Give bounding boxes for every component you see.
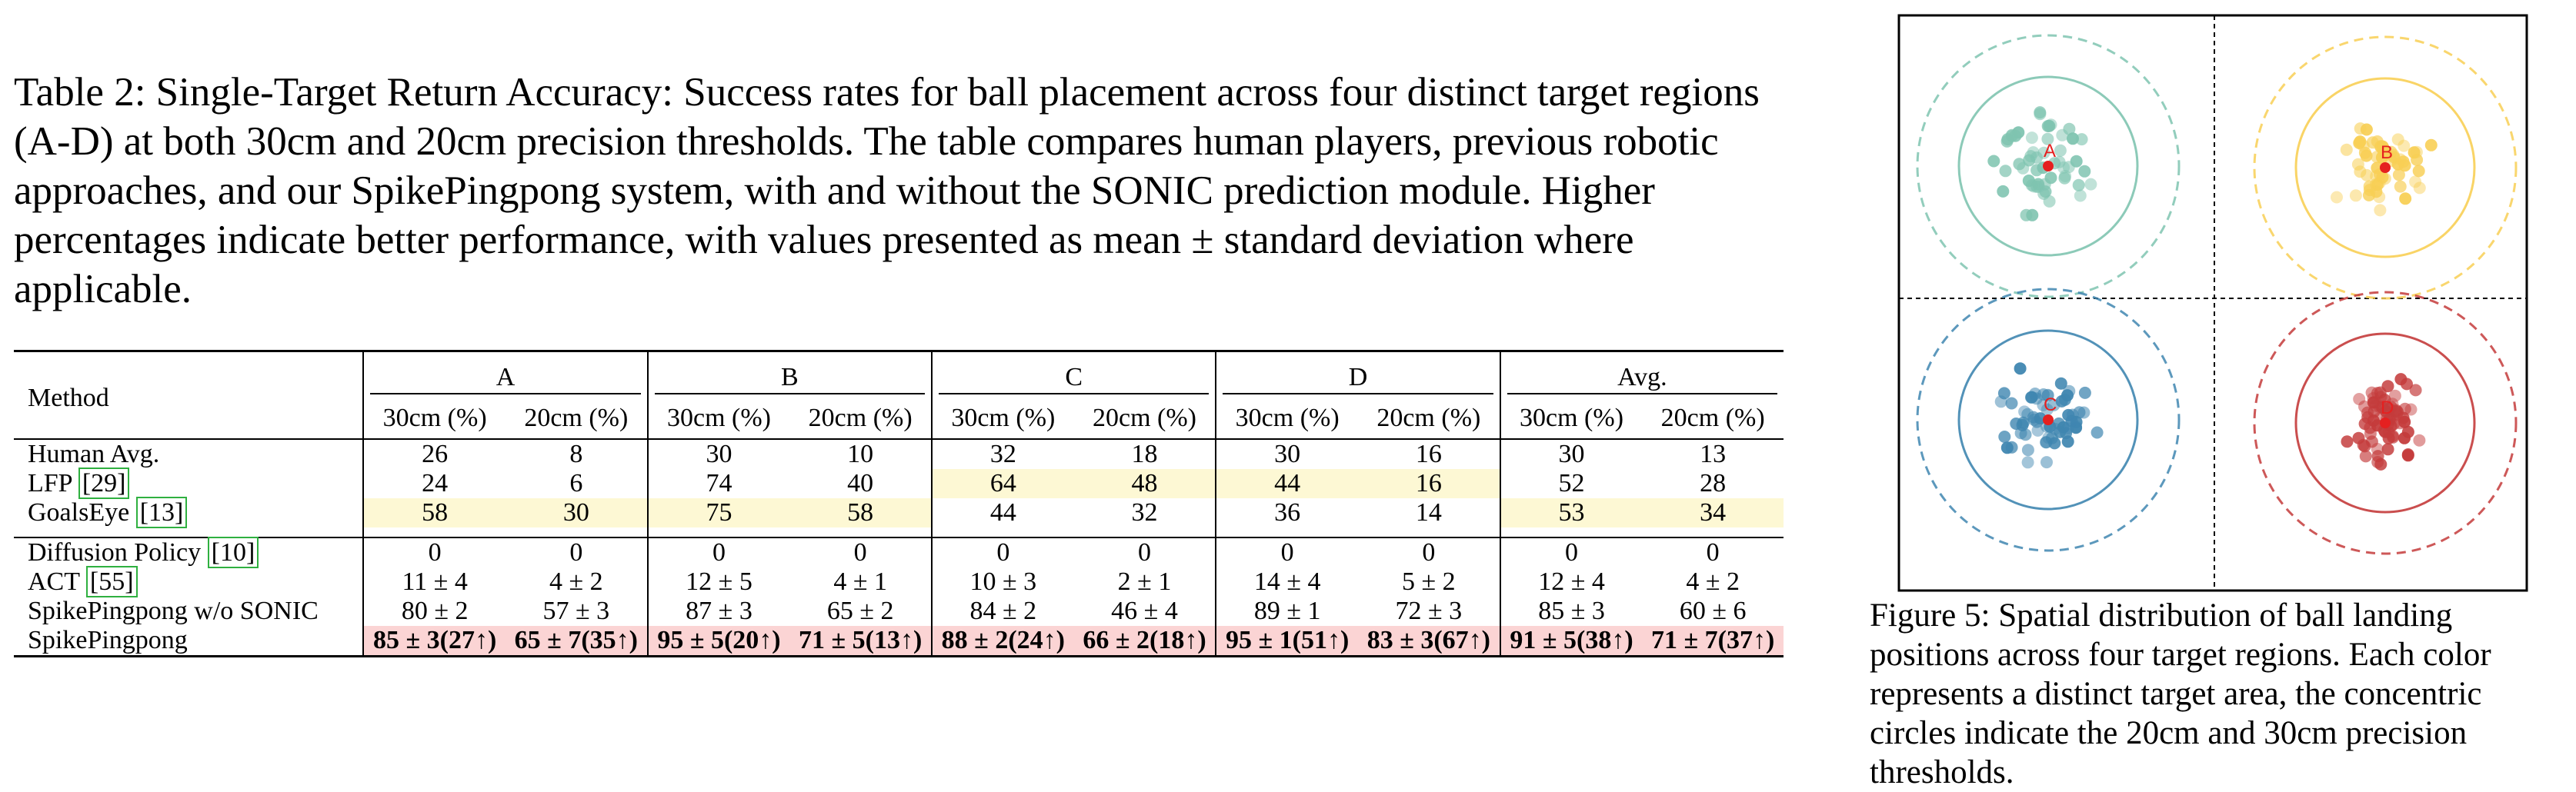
table-cell: 53 bbox=[1500, 498, 1643, 527]
table-cell: 66 ± 2(18↑) bbox=[1074, 626, 1216, 657]
landing-point bbox=[2022, 444, 2034, 456]
table-cell: 12 ± 5 bbox=[648, 567, 790, 597]
landing-point bbox=[1995, 395, 2007, 408]
landing-point bbox=[2091, 427, 2104, 439]
table-cell: 13 bbox=[1642, 439, 1784, 469]
landing-point bbox=[2382, 443, 2394, 455]
landing-point bbox=[2057, 161, 2070, 174]
table-cell: 28 bbox=[1700, 469, 1727, 497]
citation-link[interactable]: [29] bbox=[78, 468, 130, 499]
landing-point bbox=[2425, 139, 2438, 151]
landing-point bbox=[2350, 189, 2362, 201]
table-cell: 0 bbox=[1500, 537, 1643, 567]
landing-point bbox=[1998, 431, 2010, 443]
sub-header: 20cm (%) bbox=[1093, 404, 1197, 432]
landing-point bbox=[2078, 165, 2090, 178]
table-cell: 0 bbox=[506, 537, 648, 567]
table-cell: 95 ± 5(20↑) bbox=[648, 626, 790, 657]
landing-point bbox=[2063, 385, 2075, 398]
table-cell: 57 ± 3 bbox=[542, 597, 610, 625]
table-cell: 11 ± 4 bbox=[363, 567, 506, 597]
table-cell: 72 ± 3 bbox=[1395, 597, 1463, 625]
landing-point bbox=[2374, 204, 2386, 216]
method-name: Diffusion Policy [10] bbox=[14, 537, 363, 567]
table-cell: 65 ± 2 bbox=[826, 597, 894, 625]
landing-point bbox=[2000, 165, 2012, 177]
group-header-d: D bbox=[1216, 351, 1500, 399]
table-cell: 89 ± 1 bbox=[1216, 597, 1358, 626]
landing-point bbox=[2042, 431, 2054, 444]
table-cell: 48 bbox=[1074, 469, 1216, 498]
landing-point bbox=[2084, 178, 2097, 191]
table-cell: 83 ± 3(67↑) bbox=[1358, 626, 1500, 657]
landing-point bbox=[2034, 108, 2046, 120]
table-cell: 26 bbox=[363, 439, 506, 469]
table-cell: 16 bbox=[1358, 439, 1500, 469]
landing-point bbox=[2394, 181, 2407, 193]
landing-point bbox=[2058, 172, 2070, 185]
landing-point bbox=[2079, 387, 2091, 399]
table-row bbox=[14, 469, 1784, 498]
table-cell: 0 bbox=[1216, 537, 1358, 567]
landing-point bbox=[2073, 179, 2085, 191]
landing-point bbox=[2354, 135, 2366, 148]
landing-point bbox=[2045, 118, 2057, 131]
target-label: C bbox=[2044, 394, 2057, 415]
group-header-avg: Avg. bbox=[1500, 351, 1784, 399]
sub-header: 30cm (%) bbox=[648, 398, 790, 439]
table-cell: 10 bbox=[789, 439, 932, 469]
landing-point bbox=[2353, 432, 2365, 444]
landing-point bbox=[2032, 424, 2044, 437]
citation-link[interactable]: [55] bbox=[86, 566, 138, 597]
landing-point bbox=[2006, 398, 2018, 410]
table-row bbox=[14, 567, 1784, 597]
sub-header: 20cm (%) bbox=[808, 404, 913, 432]
table-cell: 85 ± 3 bbox=[1500, 597, 1643, 626]
table-cell: 24 bbox=[363, 469, 506, 498]
landing-point bbox=[2399, 192, 2411, 205]
table-cell: 8 bbox=[506, 439, 648, 469]
landing-point bbox=[2411, 146, 2423, 158]
landing-point bbox=[2022, 456, 2034, 468]
table-cell: 10 ± 3 bbox=[932, 567, 1074, 597]
method-name: GoalsEye [13] bbox=[14, 498, 363, 527]
group-header-a: A bbox=[363, 351, 647, 399]
table-cell: 46 ± 4 bbox=[1111, 597, 1178, 625]
table-cell: 64 bbox=[932, 469, 1074, 498]
table-cell: 30 bbox=[1216, 439, 1358, 469]
table-cell: 2 ± 1 bbox=[1117, 567, 1172, 596]
landing-point bbox=[2352, 158, 2364, 171]
table-cell: 12 ± 4 bbox=[1500, 567, 1643, 597]
landing-point bbox=[2074, 406, 2086, 418]
table-row bbox=[14, 439, 1784, 469]
landing-point bbox=[2040, 456, 2053, 468]
method-name: LFP [29] bbox=[14, 469, 363, 498]
landing-point bbox=[2026, 131, 2038, 144]
landing-point bbox=[2070, 155, 2083, 168]
table-cell: 30 bbox=[1500, 439, 1643, 469]
landing-point bbox=[2054, 145, 2067, 157]
target-center-marker bbox=[2380, 418, 2391, 428]
table-cell: 0 bbox=[932, 537, 1074, 567]
landing-point bbox=[2358, 401, 2371, 413]
table-cell: 85 ± 3(27↑) bbox=[363, 626, 506, 657]
table-cell: 32 bbox=[932, 439, 1074, 469]
landing-point bbox=[2014, 362, 2027, 374]
landing-point bbox=[2409, 175, 2421, 188]
results-table bbox=[14, 350, 1784, 657]
landing-point bbox=[2029, 388, 2041, 400]
table-cell: 80 ± 2 bbox=[363, 597, 506, 626]
table-cell: 60 ± 6 bbox=[1679, 597, 1747, 625]
table-cell: 4 ± 2 bbox=[1686, 567, 1740, 596]
table-cell: 58 bbox=[363, 498, 506, 527]
landing-point bbox=[2361, 124, 2373, 136]
table-cell: 87 ± 3 bbox=[648, 597, 790, 626]
landing-point bbox=[2366, 435, 2378, 448]
table-cell: 0 bbox=[1074, 537, 1216, 567]
table-cell: 0 bbox=[648, 537, 790, 567]
scatter-plot bbox=[1897, 14, 2528, 592]
sub-header: 30cm (%) bbox=[932, 398, 1074, 439]
landing-point bbox=[2015, 427, 2027, 439]
table-cell: 30 bbox=[648, 439, 790, 469]
method-name: ACT [55] bbox=[14, 567, 363, 597]
landing-point bbox=[2030, 181, 2043, 193]
target-center-marker bbox=[2043, 414, 2054, 425]
landing-point bbox=[2413, 165, 2425, 177]
landing-point bbox=[2359, 418, 2371, 430]
table-cell: 18 bbox=[1074, 439, 1216, 469]
landing-point bbox=[2074, 190, 2087, 202]
table-cell: 32 bbox=[1131, 498, 1158, 527]
table-cell: 5 ± 2 bbox=[1402, 567, 1456, 596]
target-center-marker bbox=[2043, 161, 2054, 171]
table-caption: Table 2: Single-Target Return Accuracy: Success rates for ball placement across four distinct target regions (A-D) at both 30cm and 20cm precision thresholds. The table compares human players, previous robotic approaches, and our SpikePingpong system, with and without the SONIC prediction module. Higher percentages indicate better performance, with values presented as mean ± standard deviation where applicable. bbox=[14, 70, 1760, 311]
table-cell: 14 ± 4 bbox=[1216, 567, 1358, 597]
landing-point bbox=[2062, 435, 2074, 448]
sub-header: 20cm (%) bbox=[1660, 404, 1765, 432]
table-cell: 71 ± 5(13↑) bbox=[789, 626, 932, 657]
sub-header: 20cm (%) bbox=[1376, 404, 1481, 432]
figure-caption: Figure 5: Spatial distribution of ball landing positions across four target regions. Each color represents a distinct target area, the concentric circles indicate the 20cm and 30cm precision thresholds. bbox=[1870, 597, 2491, 790]
landing-point bbox=[2001, 441, 2014, 454]
table-cell: 40 bbox=[847, 469, 874, 497]
sub-header: 30cm (%) bbox=[1500, 398, 1643, 439]
landing-point bbox=[2020, 209, 2033, 221]
table-row bbox=[14, 626, 1784, 657]
landing-point bbox=[2399, 159, 2411, 171]
landing-point bbox=[2401, 378, 2413, 390]
table-cell: 4 ± 2 bbox=[549, 567, 603, 596]
sub-header: 30cm (%) bbox=[1216, 398, 1358, 439]
landing-point bbox=[2063, 123, 2075, 135]
table-cell: 34 bbox=[1642, 498, 1784, 527]
group-header-c: C bbox=[932, 351, 1216, 399]
method-name: SpikePingpong w/o SONIC bbox=[28, 597, 319, 625]
landing-point bbox=[2341, 435, 2354, 448]
landing-point bbox=[2366, 387, 2378, 399]
table-cell: 0 bbox=[789, 537, 932, 567]
landing-point bbox=[2397, 140, 2410, 152]
target-center-marker bbox=[2380, 162, 2391, 173]
landing-point bbox=[2373, 191, 2385, 203]
table-cell: 0 bbox=[363, 537, 506, 567]
table-cell: 44 bbox=[1216, 469, 1358, 498]
table-cell: 91 ± 5(38↑) bbox=[1500, 626, 1643, 657]
landing-point bbox=[2413, 434, 2425, 447]
landing-point bbox=[2364, 180, 2376, 192]
sub-header: 20cm (%) bbox=[524, 404, 629, 432]
table-cell: 75 bbox=[648, 498, 790, 527]
landing-point bbox=[2027, 411, 2040, 424]
table-cell: 4 ± 1 bbox=[833, 567, 887, 596]
table-cell: 52 bbox=[1500, 469, 1643, 498]
target-label: D bbox=[2381, 398, 2394, 418]
table-cell: 65 ± 7(35↑) bbox=[506, 626, 648, 657]
method-name: SpikePingpong bbox=[14, 626, 363, 657]
table-cell: 0 bbox=[1358, 537, 1500, 567]
table-row bbox=[14, 498, 1784, 527]
table-cell: 14 bbox=[1415, 498, 1442, 527]
citation-link[interactable]: [13] bbox=[136, 497, 188, 528]
table-cell: 74 bbox=[648, 469, 790, 498]
table-cell: 95 ± 1(51↑) bbox=[1216, 626, 1358, 657]
group-header-b: B bbox=[648, 351, 932, 399]
method-header: Method bbox=[14, 351, 363, 440]
landing-point bbox=[2331, 191, 2343, 204]
landing-point bbox=[1997, 185, 2009, 198]
table-cell: 44 bbox=[932, 498, 1074, 527]
landing-point bbox=[2341, 144, 2353, 156]
table-cell: 16 bbox=[1358, 469, 1500, 498]
landing-point bbox=[2030, 151, 2043, 164]
landing-point bbox=[1987, 155, 2000, 168]
method-name: Human Avg. bbox=[14, 439, 363, 469]
landing-distribution-figure bbox=[1897, 14, 2528, 596]
table-cell: 6 bbox=[569, 469, 583, 497]
landing-point bbox=[2374, 458, 2387, 471]
table-cell: 36 bbox=[1216, 498, 1358, 527]
table-cell: 30 bbox=[506, 498, 648, 527]
table-row bbox=[14, 537, 1784, 567]
table-cell: 0 bbox=[1642, 537, 1784, 567]
landing-point bbox=[2402, 448, 2414, 461]
plot-frame bbox=[1899, 15, 2527, 591]
table-cell: 84 ± 2 bbox=[932, 597, 1074, 626]
citation-link[interactable]: [10] bbox=[208, 537, 259, 568]
table-cell: 71 ± 7(37↑) bbox=[1642, 626, 1784, 657]
table-cell: 58 bbox=[789, 498, 932, 527]
landing-point bbox=[2360, 450, 2372, 462]
landing-point bbox=[2359, 147, 2371, 159]
landing-point bbox=[2009, 130, 2021, 142]
target-label: A bbox=[2044, 141, 2057, 161]
target-label: B bbox=[2381, 142, 2394, 163]
table-row bbox=[14, 597, 1784, 626]
sub-header: 30cm (%) bbox=[363, 398, 506, 439]
table-cell: 88 ± 2(24↑) bbox=[932, 626, 1074, 657]
